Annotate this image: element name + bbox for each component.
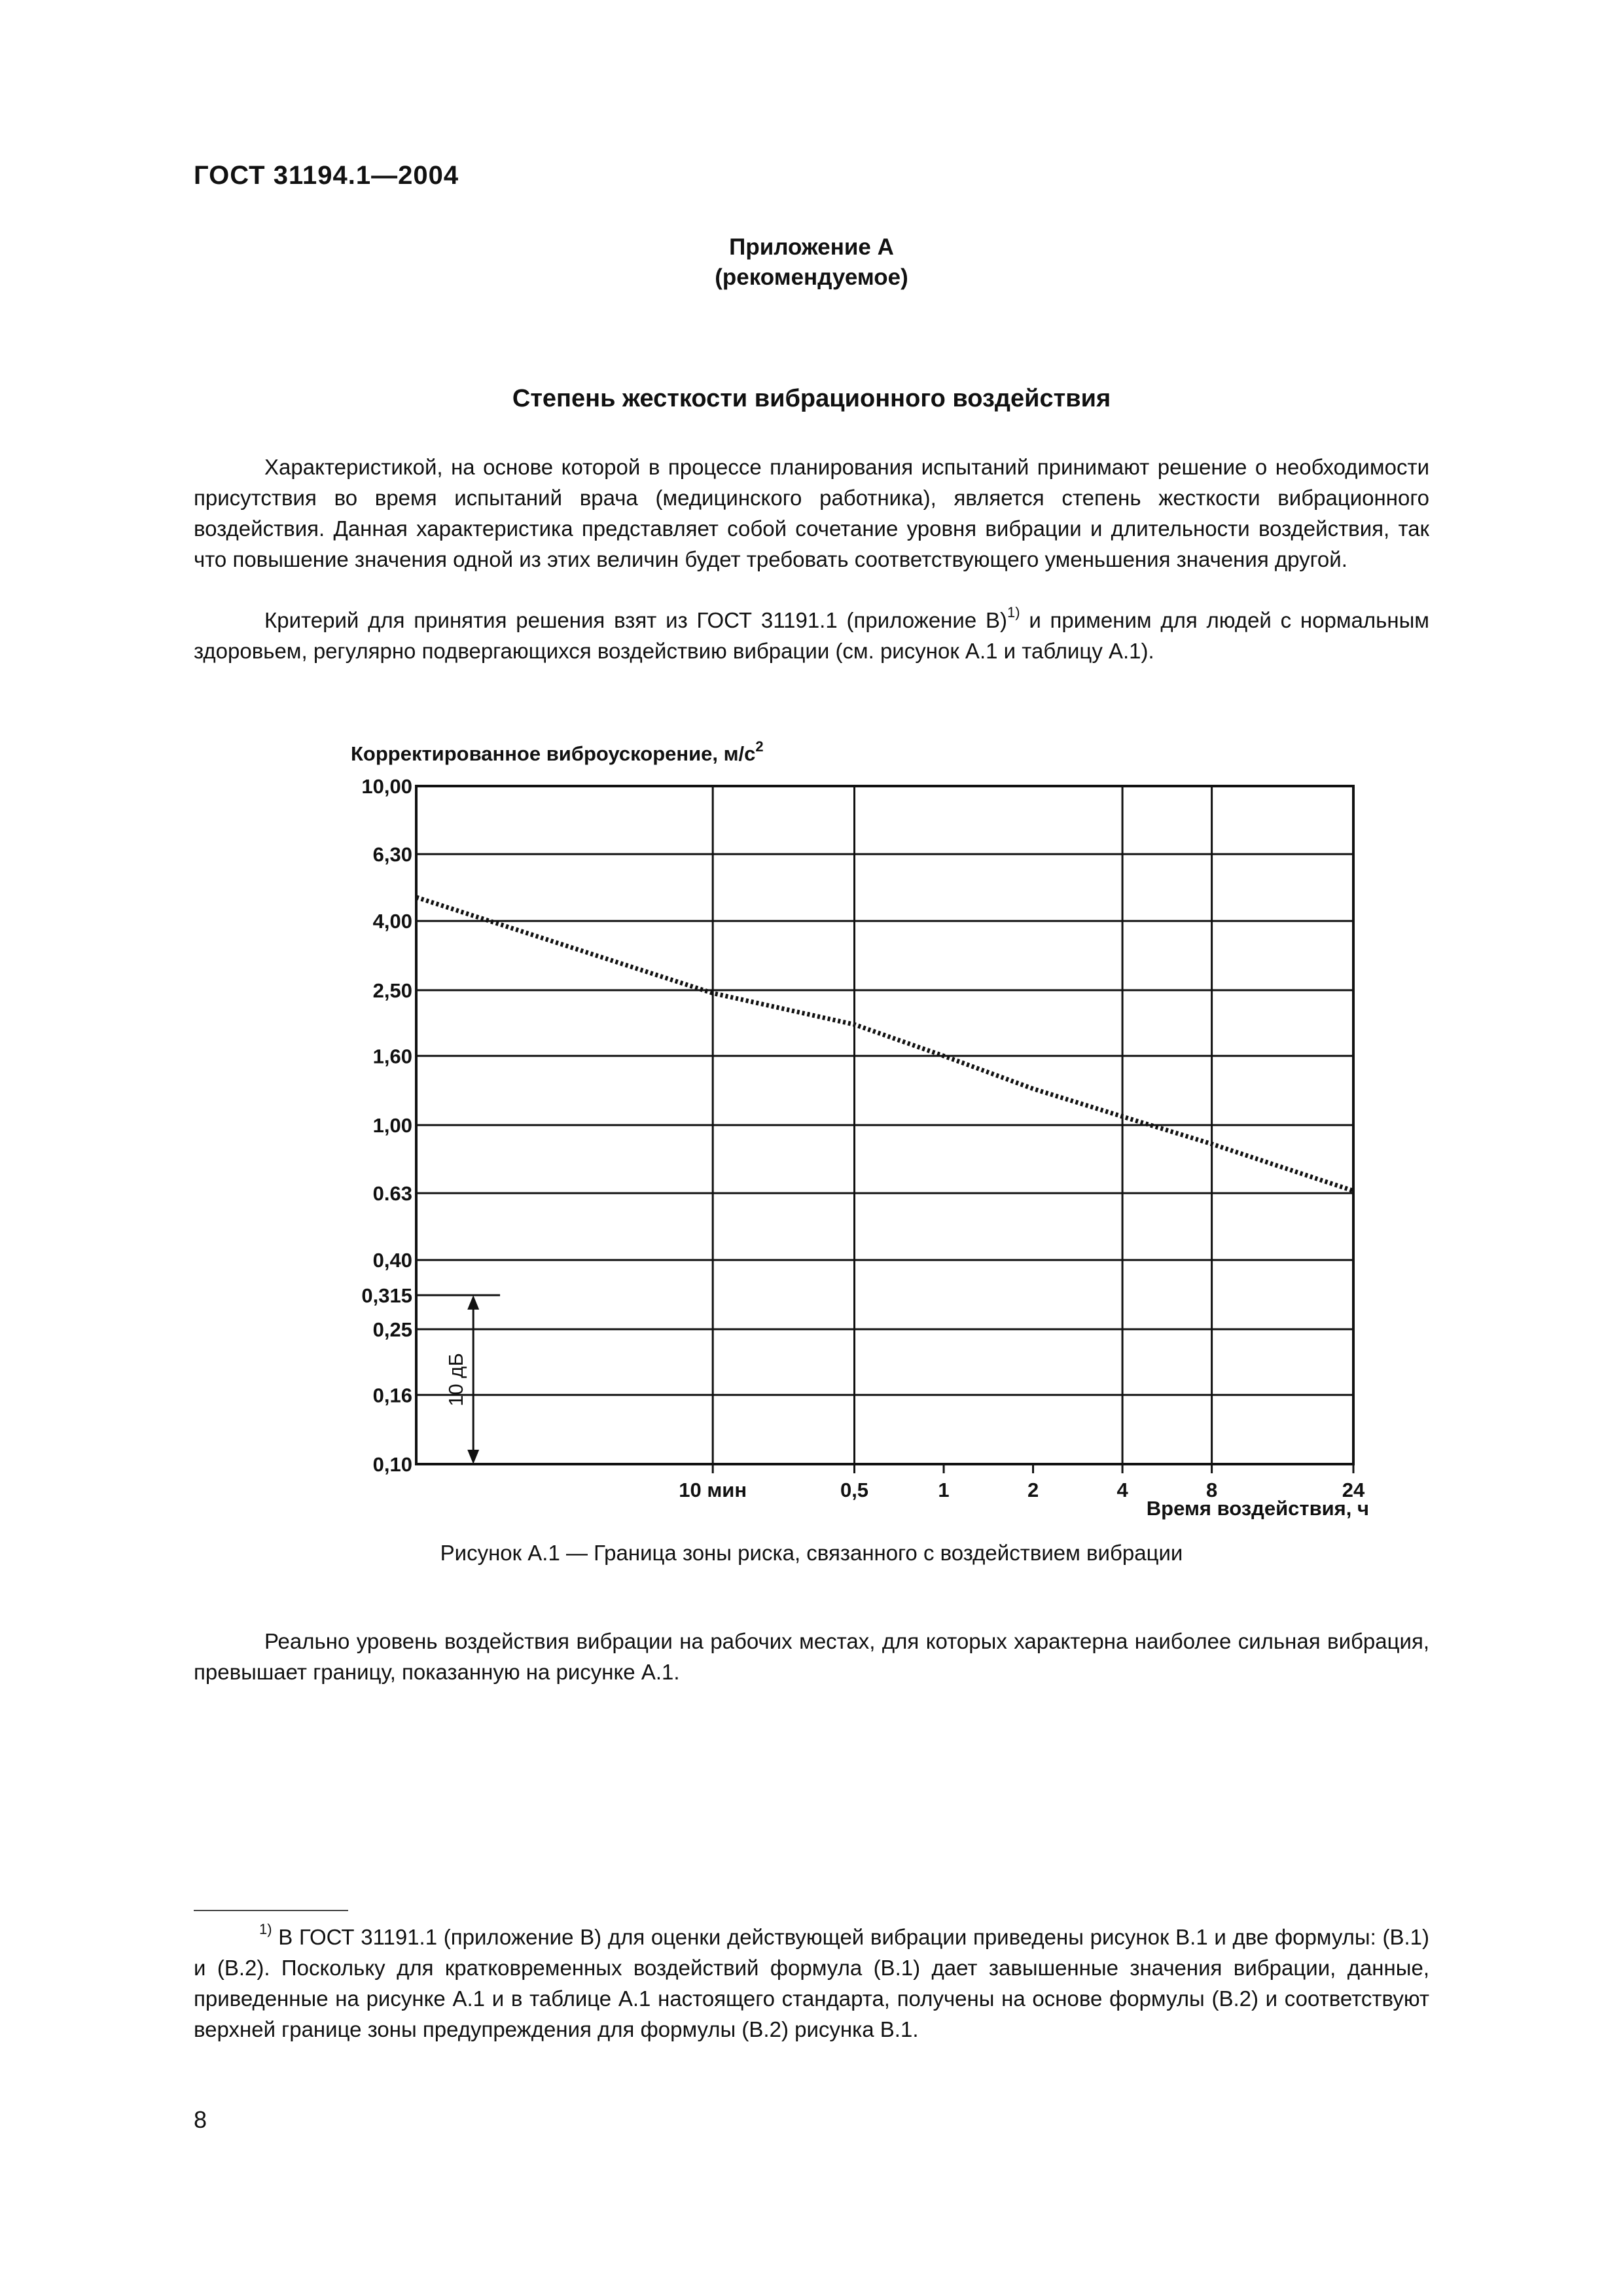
y-tick-label: 10,00 [361,775,412,798]
figure-caption: Рисунок А.1 — Граница зоны риска, связанного с воздействием вибрации [440,1541,1183,1565]
risk-zone-boundary-line [416,897,1353,1191]
y-tick-label: 6,30 [372,842,412,866]
section-title: Степень жесткости вибрационного воздействия [512,385,1111,412]
x-tick-label: 2 [1027,1479,1039,1501]
annotation-arrow-head [467,1295,479,1310]
x-tick-label: 0,5 [840,1479,869,1501]
paragraph-text: Критерий для принятия решения взят из ГОСТ 31191.1 (приложение В) [264,608,1007,632]
annex-title: Приложение А [729,234,894,260]
y-tick-label: 0,315 [361,1283,412,1307]
y-tick-label: 4,00 [372,910,412,933]
paragraph-text: и применим для людей с нормальным здоровьем, регулярно подвергающихся воздействию вибрации (см. рисунок А.1 и таблицу А.1). [194,608,1429,663]
annex-kind: (рекомендуемое) [715,264,908,290]
x-axis-label: Время воздействия, ч [1146,1497,1369,1520]
y-tick-label: 0,25 [372,1318,412,1341]
body-paragraph [194,605,1429,666]
footnote-text: В ГОСТ 31191.1 (приложение В) для оценки действующей вибрации приведены рисунок В.1 и две формулы: (В.1) и (В.2). Поскольку для кратковременных воздействий формула (В.1) дает завышенные значения вибрации, данные, приведенные на рисунке А.1 и в таблице А.1 настоящего стандарта, получены на основе формулы (В.2) и соответствуют верхней границе зоны предупреждения для формулы (В.2) рисунка В.1. [194,1925,1429,2041]
y-tick-label: 1,00 [372,1114,412,1137]
y-tick-label: 0.63 [372,1181,412,1205]
annotation-arrow-head [467,1450,479,1464]
body-paragraph: Реально уровень воздействия вибрации на рабочих местах, для которых характерна наиболее сильная вибрация, превышает границу, показанную на рисунке А.1. [194,1629,1429,1684]
footnote-reference[interactable]: 1) [1007,604,1020,620]
y-axis-label [351,738,764,765]
y-tick-label: 2,50 [372,978,412,1002]
y-tick-label: 1,60 [372,1045,412,1068]
vibration-risk-chart [0,707,1623,1532]
y-axis-label-text: Корректированное виброускорение, м/с [351,742,756,765]
y-tick-label: 0,40 [372,1249,412,1272]
y-tick-label: 0,10 [372,1453,412,1476]
grid [416,786,1353,1473]
x-tick-label: 1 [938,1479,950,1501]
annotation-label: 10 дБ [444,1353,468,1407]
footnote [194,1922,1429,2045]
level-difference-annotation [444,1295,479,1464]
x-tick-label: 4 [1116,1479,1128,1501]
footnote-mark: 1) [259,1921,272,1937]
y-tick-labels [361,775,412,1476]
page-number: 8 [194,2106,207,2133]
x-tick-label: 8 [1205,1479,1218,1501]
document-code: ГОСТ 31194.1—2004 [194,161,459,190]
y-axis-label-superscript: 2 [755,738,764,755]
y-tick-label: 0,16 [372,1384,412,1407]
x-tick-label: 24 [1342,1479,1365,1501]
body-paragraph: Характеристикой, на основе которой в процессе планирования испытаний принимают решение о необходимости присутствия во время испытаний врача (медицинского работника), является степень жесткости вибрационного воздействия. Данная характеристика представляет собой сочетание уровня вибрации и длительности воздействия, так что повышение значения одной из этих величин будет требовать соответствующего уменьшения значения другой. [194,455,1429,571]
x-tick-label: 10 мин [679,1479,747,1501]
footnote-divider [194,1910,348,1911]
